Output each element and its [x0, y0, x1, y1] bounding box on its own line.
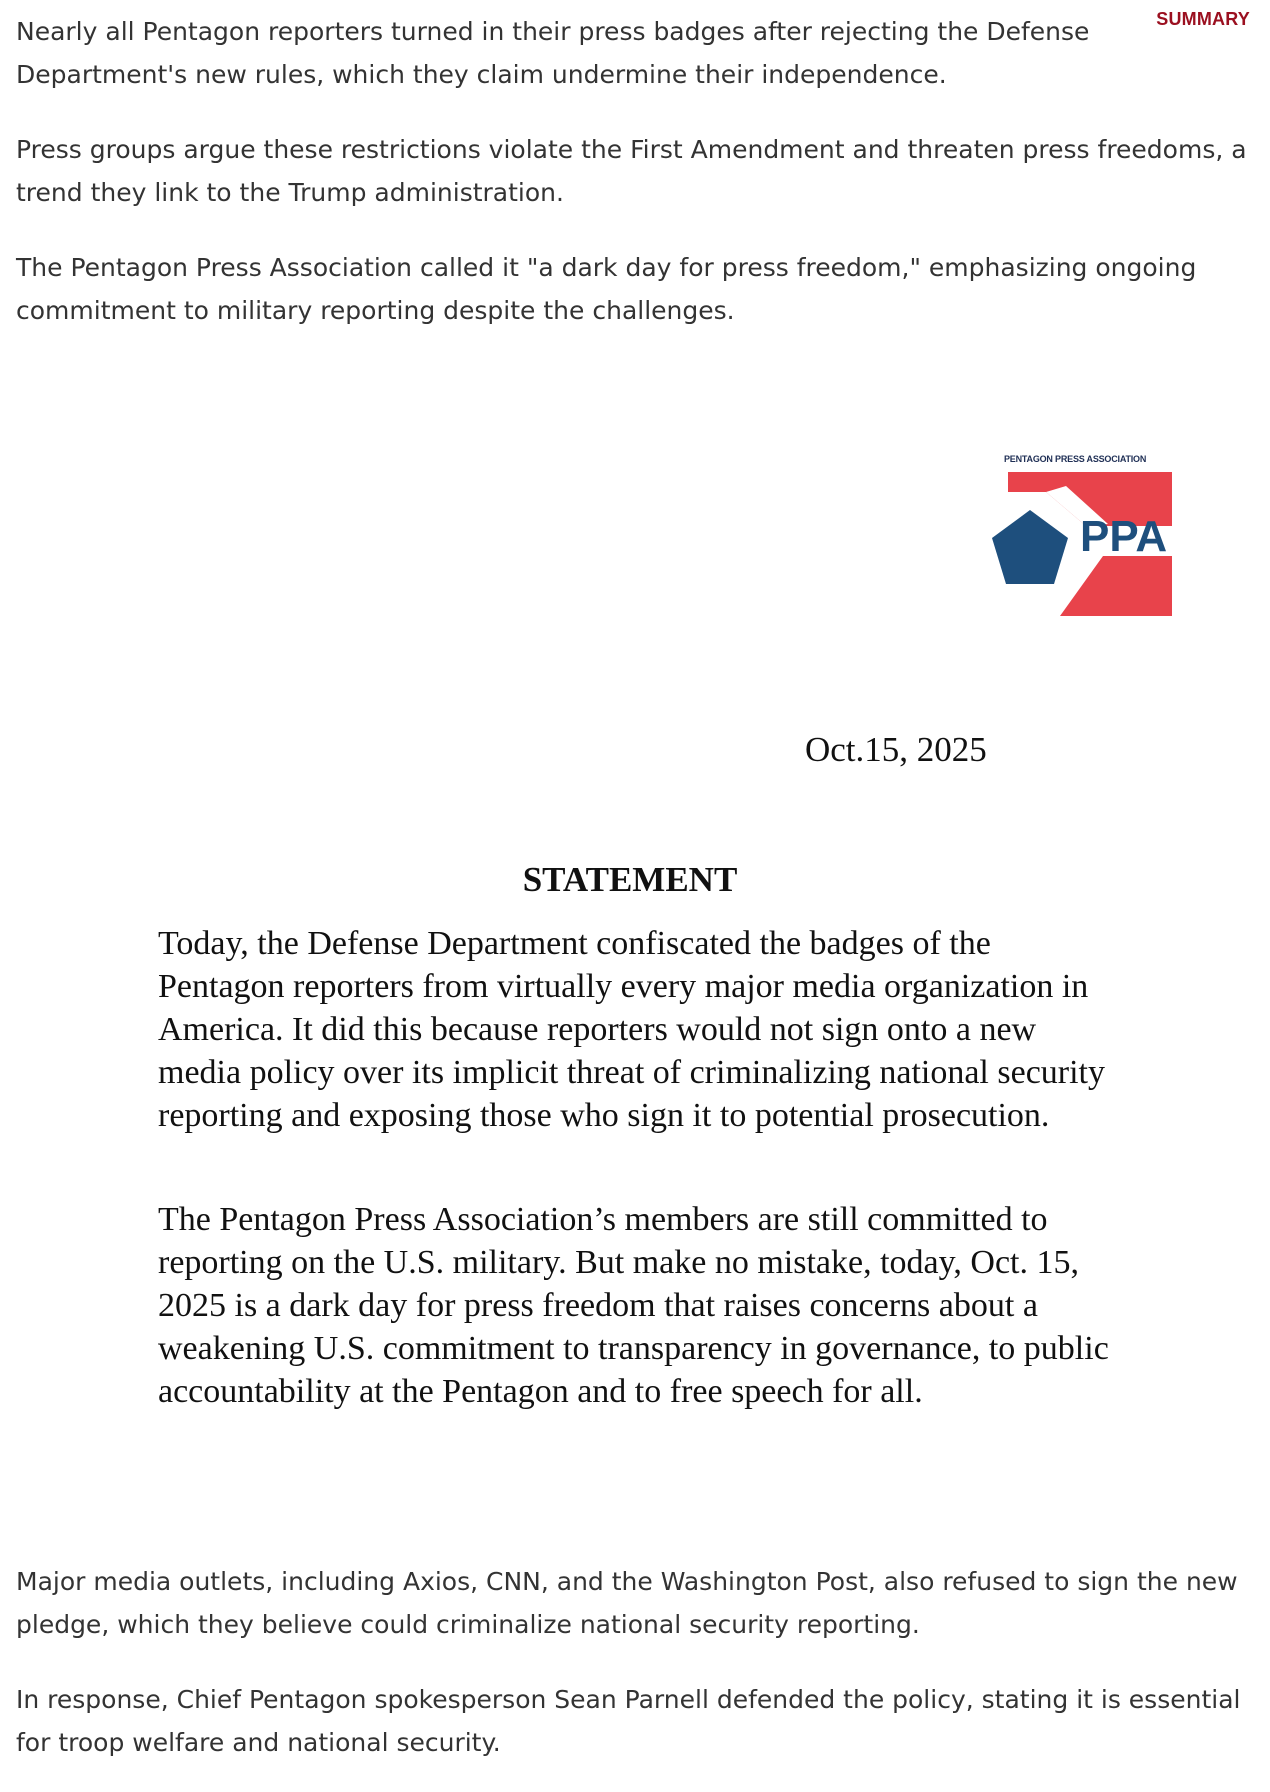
intro-paragraph-1: Nearly all Pentagon reporters turned in their press badges after rejecting the Defense Department's new rules, which they claim undermine their independence. — [16, 17, 1090, 89]
intro-paragraph-3: The Pentagon Press Association called it "a dark day for press freedom," emphasizing ongoing commitment to military reporting despite the challenges. — [16, 253, 1197, 325]
intro-paragraph-2: Press groups argue these restrictions violate the First Amendment and threaten press freedoms, a trend they link to the Trump administration. — [16, 135, 1247, 207]
logo-red-lower-shape — [1060, 556, 1172, 616]
logo-abbreviation: PPA — [1080, 512, 1168, 561]
statement-title: STATEMENT — [522, 860, 738, 899]
logo-pentagon-shape — [992, 510, 1068, 584]
ppa-logo-graphic — [968, 452, 1172, 620]
logo-top-text: PENTAGON PRESS ASSOCIATION — [1004, 454, 1147, 464]
outro-paragraph-2: In response, Chief Pentagon spokesperson Sean Parnell defended the policy, stating it is essential for troop welfare and national security. — [16, 1685, 1241, 1757]
outro-paragraph-1: Major media outlets, including Axios, CNN, and the Washington Post, also refused to sign the new pledge, which they believe could criminalize national security reporting. — [16, 1567, 1238, 1639]
summary-label: SUMMARY — [1156, 9, 1250, 29]
statement-paragraph-1: Today, the Defense Department confiscated the badges of the Pentagon reporters from virtually every major media organization in America. It did this because reporters would not sign onto a new media policy over its implicit threat of criminalizing national security reporting and exposing those who sign it to potential prosecution. — [158, 925, 1106, 1134]
statement-paragraph-2: The Pentagon Press Association’s members are still committed to reporting on the U.S. military. But make no mistake, today, Oct. 15, 2025 is a dark day for press freedom that raises concerns about a weakening U.S. commitment to transparency in governance, to public accountability at the Pentagon and to free speech for all. — [158, 1201, 1109, 1410]
statement-date: Oct.15, 2025 — [805, 730, 987, 769]
ppa-logo — [968, 452, 1172, 620]
